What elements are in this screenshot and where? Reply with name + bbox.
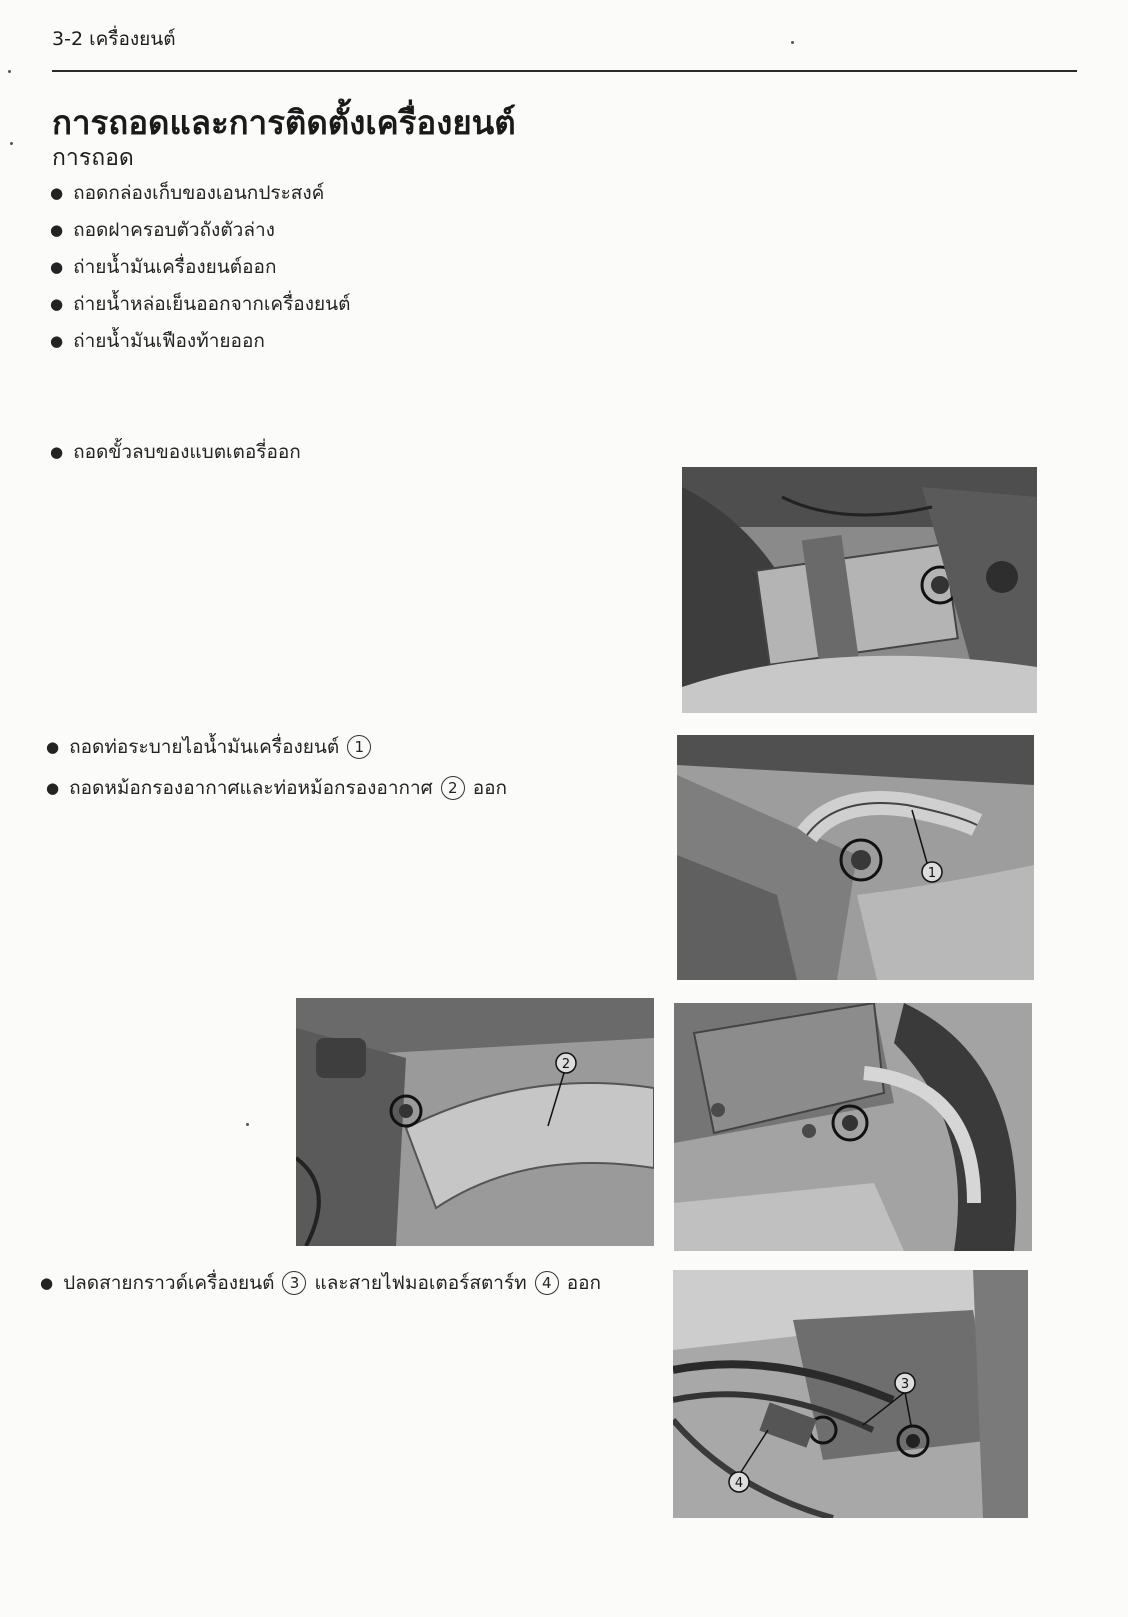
scan-speck <box>246 1123 249 1126</box>
bullet-dot: ● <box>50 184 64 202</box>
list-item-text: ปลดสายกราวด์เครื่องยนต์ <box>63 1272 275 1294</box>
list-item-suffix: ออก <box>472 777 508 799</box>
bullet-dot: ● <box>50 258 64 276</box>
bullet-dot: ● <box>46 738 60 756</box>
callout-3: 3 <box>900 1377 910 1392</box>
ref-number-4: 4 <box>535 1271 559 1295</box>
bullet-dot: ● <box>50 332 64 350</box>
list-item-text: ถ่ายน้ำมันเครื่องยนต์ออก <box>73 256 277 278</box>
scan-speck <box>10 142 13 145</box>
callout-4: 4 <box>734 1476 744 1491</box>
rear-wheel-photo <box>674 1003 1032 1251</box>
list-item-text-b: และสายไฟมอเตอร์สตาร์ท <box>314 1272 527 1294</box>
ref-number-2: 2 <box>441 776 465 800</box>
ref-number-1: 1 <box>347 735 371 759</box>
bullet-dot: ● <box>50 443 64 461</box>
list-item <box>50 289 350 319</box>
callout-2: 2 <box>561 1057 571 1072</box>
section-subtitle: การถอด <box>52 145 134 171</box>
list-item-text: ถอดฝาครอบตัวถังตัวล่าง <box>73 219 275 241</box>
header-rule <box>52 70 1077 72</box>
list-item-breather <box>46 732 379 762</box>
list-item-suffix: ออก <box>566 1272 602 1294</box>
list-item-text: ถอดขั้วลบของแบตเตอรี่ออก <box>73 441 301 463</box>
list-item-text: ถอดหม้อกรองอากาศและท่อหม้อกรองอากาศ <box>69 777 433 799</box>
list-item-aircleaner <box>46 773 507 803</box>
list-item-text: ถอดกล่องเก็บของเอนกประสงค์ <box>73 182 325 204</box>
ref-number-3: 3 <box>282 1271 306 1295</box>
list-item-ground <box>40 1268 601 1298</box>
starter-motor-photo <box>673 1270 1028 1518</box>
callout-1: 1 <box>927 866 937 881</box>
list-item <box>50 178 324 208</box>
scan-speck <box>791 41 794 44</box>
list-item-text: ถ่ายน้ำมันเฟืองท้ายออก <box>73 330 265 352</box>
scan-speck <box>8 70 11 73</box>
section-title: การถอดและการติดตั้งเครื่องยนต์ <box>52 103 516 142</box>
bullet-dot: ● <box>50 295 64 313</box>
list-item <box>50 326 265 356</box>
list-item-battery <box>50 437 301 467</box>
list-item-text: ถอดท่อระบายไอน้ำมันเครื่องยนต์ <box>69 736 340 758</box>
air-cleaner-photo <box>296 998 654 1246</box>
battery-photo <box>682 467 1037 713</box>
list-item <box>50 252 276 282</box>
bullet-dot: ● <box>50 221 64 239</box>
list-item-text: ถ่ายน้ำหล่อเย็นออกจากเครื่องยนต์ <box>73 293 351 315</box>
breather-hose-photo <box>677 735 1034 980</box>
page-header: 3-2 เครื่องยนต์ <box>52 28 176 50</box>
bullet-dot: ● <box>46 779 60 797</box>
list-item <box>50 215 275 245</box>
bullet-dot: ● <box>40 1274 54 1292</box>
